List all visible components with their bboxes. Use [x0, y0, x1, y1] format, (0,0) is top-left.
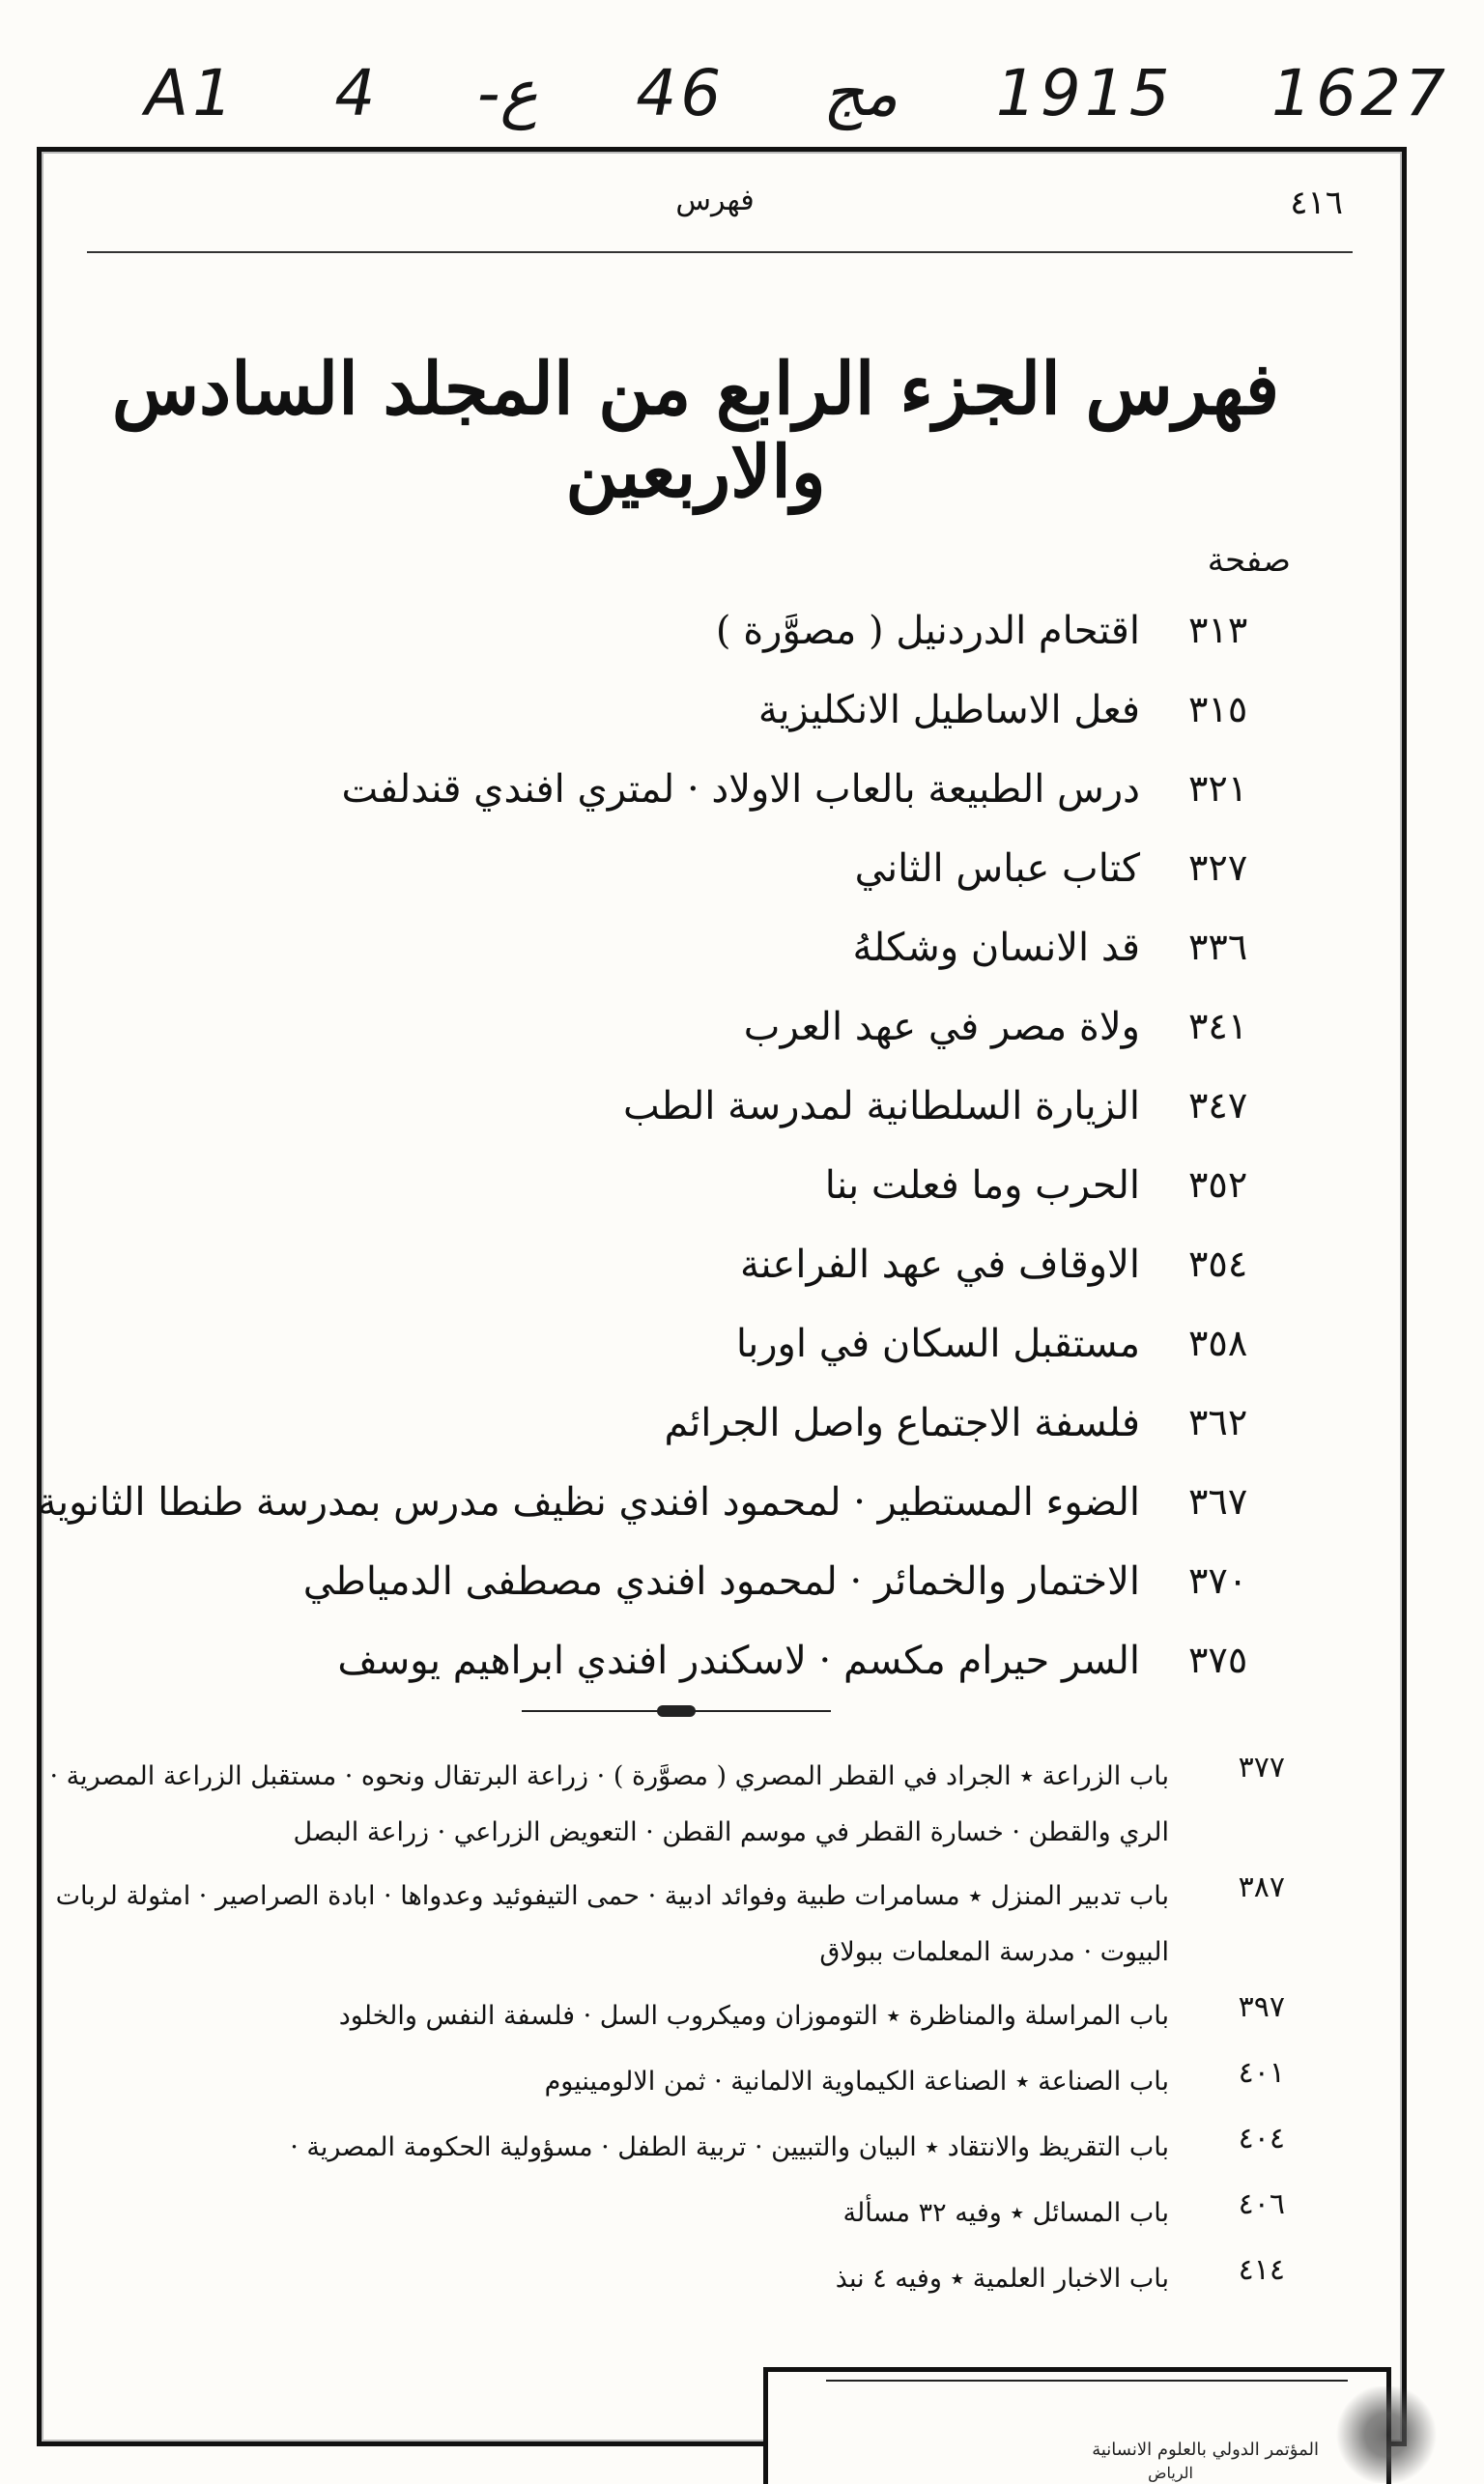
toc-page: ٣٤١ — [1188, 1005, 1248, 1047]
header-rule — [87, 251, 1353, 253]
toc-page: ٣٢٧ — [1188, 846, 1248, 889]
sections-list — [39, 1749, 1285, 2317]
main-title: فهرس الجزء الرابع من المجلد السادس والاربعين — [111, 348, 1280, 514]
toc-title: درس الطبيعة بالعاب الاولاد · لمتري افندي قندلفت — [341, 767, 1140, 812]
toc-page: ٣٢١ — [1188, 767, 1248, 810]
toc-page: ٣٦٢ — [1188, 1401, 1248, 1443]
toc-page: ٣٦٧ — [1188, 1480, 1248, 1523]
section-text: باب الصناعة ٭ الصناعة الكيماوية الالمانية · ثمن الالومينيوم — [544, 2067, 1169, 2097]
toc-page: ٣١٥ — [1188, 688, 1248, 730]
hw-item: مج — [822, 56, 899, 130]
section-page: ٣٩٧ — [1238, 1990, 1285, 2024]
toc-entry — [77, 609, 1295, 688]
toc-title: الحرب وما فعلت بنا — [824, 1163, 1140, 1208]
section-entry — [39, 2120, 1285, 2178]
toc-title: اقتحام الدردنيل ( مصوَّرة ) — [715, 609, 1140, 653]
toc-entry — [77, 1084, 1295, 1163]
toc-title: مستقبل السكان في اوربا — [735, 1322, 1140, 1366]
section-text: باب الاخبار العلمية ٭ وفيه ٤ نبذ — [835, 2264, 1169, 2294]
section-page: ٣٨٧ — [1238, 1870, 1285, 1904]
section-text: باب الزراعة ٭ الجراد في القطر المصري ( مصوَّرة ) · زراعة البرتقال ونحوه · مستقبل الزراعة المصرية · الري والقطن · خسارة القطر في موسم القطن · التعويض الزراعي · زراعة البصل — [49, 1761, 1169, 1847]
toc-entry — [77, 1322, 1295, 1401]
toc-title: الضوء المستطير · لمحمود افندي نظيف مدرس بمدرسة طنطا الثانوية — [37, 1480, 1140, 1525]
ornamental-divider — [522, 1705, 831, 1717]
section-page: ٣٧٧ — [1238, 1751, 1285, 1784]
section-page: ٤٠١ — [1238, 2056, 1285, 2090]
ink-smudge — [1333, 2386, 1440, 2483]
toc-title: فعل الاساطيل الانكليزية — [757, 688, 1140, 732]
page-column-label: صفحة — [1207, 541, 1291, 580]
toc-page: ٣٥٤ — [1188, 1242, 1248, 1285]
section-entry — [39, 2185, 1285, 2243]
handwritten-catalog-note — [145, 56, 1449, 130]
section-page: ٤١٤ — [1238, 2253, 1285, 2287]
stamp-line-1: المؤتمر الدولي بالعلوم الانسانية — [1092, 2440, 1319, 2460]
section-page: ٤٠٦ — [1238, 2187, 1285, 2221]
hw-item: A1 — [145, 56, 238, 130]
section-text: باب تدبير المنزل ٭ مسامرات طبية وفوائد ادبية · حمى التيفوئيد وعدواها · ابادة الصراصير · امثولة لربات البيوت · مدرسة المعلمات ببولاق — [55, 1881, 1169, 1967]
hw-item: 1915 — [995, 56, 1174, 130]
section-page: ٤٠٤ — [1238, 2122, 1285, 2156]
toc-entry — [77, 1401, 1295, 1480]
toc-page: ٣١٣ — [1188, 609, 1248, 651]
toc-title: الاختمار والخمائر · لمحمود افندي مصطفى الدمياطي — [302, 1559, 1140, 1604]
running-head-title: فهرس — [675, 184, 755, 217]
toc-entry — [77, 1242, 1295, 1322]
section-text: باب التقريظ والانتقاد ٭ البيان والتبيين · تربية الطفل · مسؤولية الحكومة المصرية · — [290, 2132, 1169, 2162]
toc-title: السر حيرام مكسم · لاسكندر افندي ابراهيم يوسف — [337, 1639, 1140, 1683]
section-text: باب المسائل ٭ وفيه ٣٢ مسألة — [842, 2198, 1169, 2228]
running-head — [87, 184, 1343, 251]
toc-entry — [77, 1559, 1295, 1639]
toc-page: ٣٥٨ — [1188, 1322, 1248, 1364]
toc-page: ٣٣٦ — [1188, 926, 1248, 968]
toc-entry — [37, 1480, 1295, 1559]
section-entry — [39, 1749, 1285, 1861]
hw-item: 1627 — [1270, 56, 1449, 130]
toc-page: ٣٥٢ — [1188, 1163, 1248, 1206]
toc-title: الاوقاف في عهد الفراعنة — [739, 1242, 1140, 1287]
hw-item: 46 — [636, 56, 726, 130]
toc-title: ولاة مصر في عهد العرب — [743, 1005, 1140, 1049]
toc-page: ٣٧٥ — [1188, 1639, 1248, 1681]
page-number: ٤١٦ — [1290, 184, 1343, 222]
toc-title: فلسفة الاجتماع واصل الجرائم — [664, 1401, 1140, 1445]
toc-entry — [77, 767, 1295, 846]
section-entry — [39, 2251, 1285, 2309]
toc-entry — [77, 846, 1295, 926]
table-of-contents — [37, 609, 1295, 1718]
toc-title: قد الانسان وشكلهُ — [852, 926, 1140, 970]
toc-entry — [77, 1005, 1295, 1084]
section-entry — [39, 1988, 1285, 2046]
stamp-line-2: الرياض — [1148, 2464, 1193, 2482]
toc-page: ٣٤٧ — [1188, 1084, 1248, 1127]
hw-item: -ع — [476, 56, 538, 130]
section-entry — [39, 2054, 1285, 2112]
hw-item: 4 — [334, 56, 380, 130]
toc-title: كتاب عباس الثاني — [854, 846, 1140, 891]
toc-entry — [77, 1163, 1295, 1242]
toc-page: ٣٧٠ — [1188, 1559, 1248, 1602]
toc-title: الزيارة السلطانية لمدرسة الطب — [623, 1084, 1140, 1128]
toc-entry — [77, 926, 1295, 1005]
toc-entry — [77, 688, 1295, 767]
library-stamp — [763, 2367, 1391, 2484]
section-text: باب المراسلة والمناظرة ٭ التوموزان وميكروب السل · فلسفة النفس والخلود — [338, 2001, 1169, 2031]
section-entry — [39, 1869, 1285, 1981]
